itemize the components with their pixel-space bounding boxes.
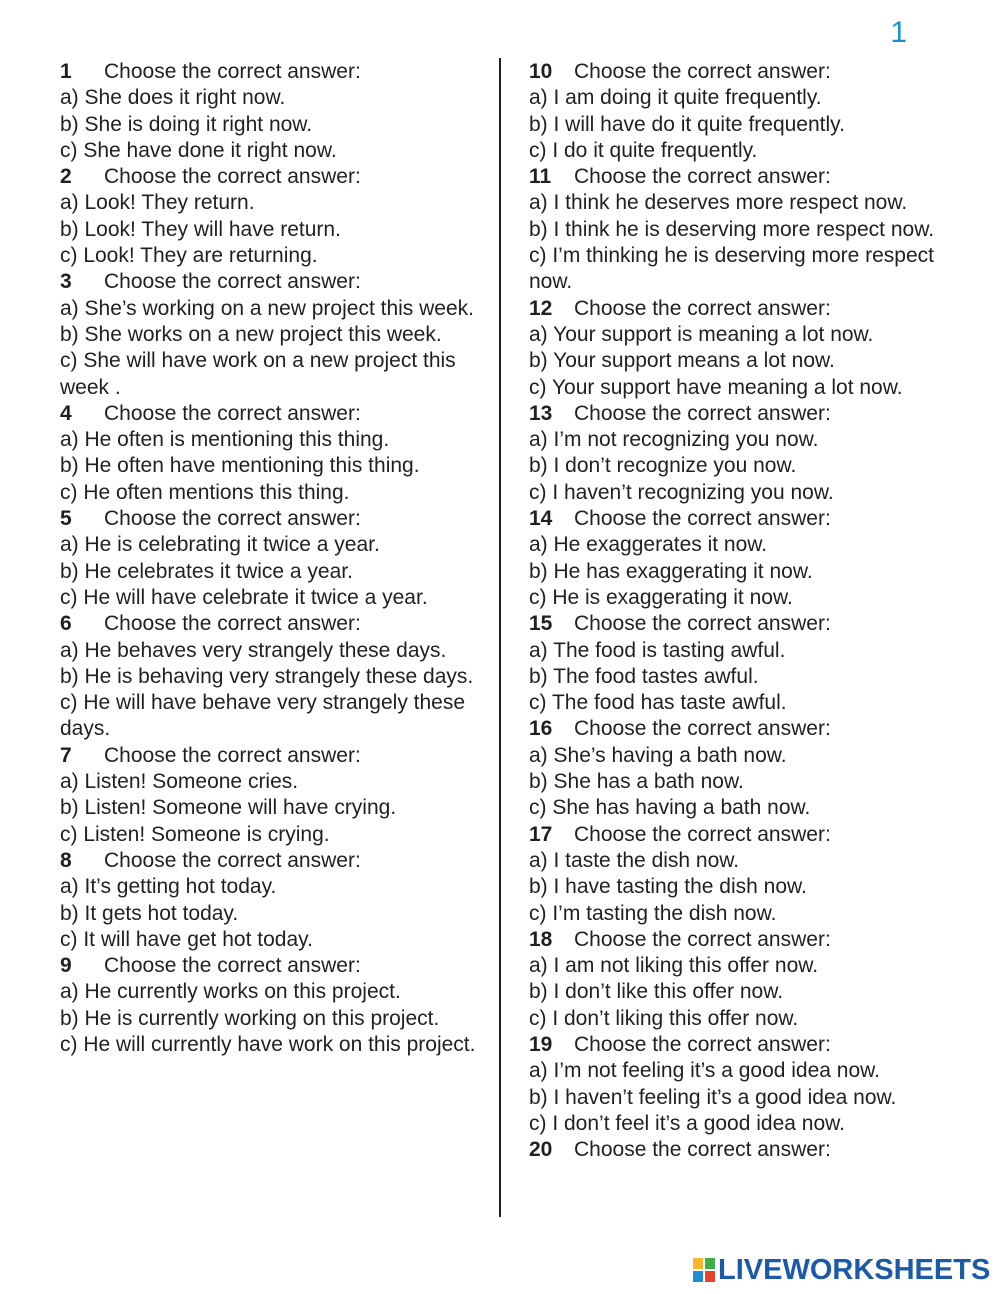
question-prompt: Choose the correct answer: [104,612,361,636]
question-number: 16 [529,717,553,741]
question-block [60,611,480,742]
answer-option[interactable]: a) I’m not feeling it’s a good idea now. [529,1059,881,1083]
question-block [529,59,959,164]
question-prompt: Choose the correct answer: [574,165,831,189]
answer-option[interactable]: c) He will have celebrate it twice a year. [60,585,428,609]
answer-option[interactable]: a) He often is mentioning this thing. [60,428,390,452]
question-prompt: Choose the correct answer: [574,822,831,846]
question-heading [529,164,959,190]
answer-option[interactable]: b) She has a bath now. [529,770,744,794]
answer-option[interactable]: c) He will currently have work on this project. [60,1032,476,1056]
answer-option[interactable]: a) The food is tasting awful. [529,638,786,662]
question-block [529,611,959,716]
answer-option[interactable]: c) I haven’t recognizing you now. [529,480,834,504]
answer-option[interactable]: c) He will have behave very strangely these days. [60,691,466,741]
liveworksheets-logo[interactable] [692,1252,990,1288]
answer-option[interactable]: a) He exaggerates it now. [529,533,768,557]
question-number: 11 [529,165,552,189]
question-block [529,296,959,401]
answer-option[interactable]: b) He has exaggerating it now. [529,559,813,583]
answer-option[interactable]: b) He celebrates it twice a year. [60,559,353,583]
question-prompt: Choose the correct answer: [104,954,361,978]
question-heading [529,59,959,85]
question-block [529,927,959,1032]
answer-option[interactable]: c) I do it quite frequently. [529,138,758,162]
question-block [60,848,480,953]
question-block [60,401,480,506]
answer-option[interactable]: c) The food has taste awful. [529,691,787,715]
answer-option[interactable]: c) Your support have meaning a lot now. [529,375,903,399]
question-number: 6 [60,612,72,636]
answer-option[interactable]: b) She is doing it right now. [60,112,313,136]
answer-option[interactable]: b) It gets hot today. [60,901,239,925]
question-block [529,164,959,295]
question-heading [529,1032,959,1058]
answer-option[interactable]: c) It will have get hot today. [60,927,313,951]
question-prompt: Choose the correct answer: [104,743,361,767]
answer-option[interactable]: b) I will have do it quite frequently. [529,112,845,136]
question-block [529,1137,959,1163]
answer-option[interactable]: a) I taste the dish now. [529,848,740,872]
question-prompt: Choose the correct answer: [574,717,831,741]
question-heading [529,927,959,953]
question-number: 9 [60,954,72,978]
answer-option[interactable]: b) I don’t like this offer now. [529,980,784,1004]
answer-option[interactable]: c) I don’t feel it’s a good idea now. [529,1111,845,1135]
question-prompt: Choose the correct answer: [104,507,361,531]
question-prompt: Choose the correct answer: [574,60,831,83]
question-heading [60,953,480,979]
question-heading [529,296,959,322]
answer-option[interactable]: b) He often have mentioning this thing. [60,454,420,478]
answer-option[interactable]: c) I don’t liking this offer now. [529,1006,799,1030]
question-number: 13 [529,401,553,425]
question-number: 14 [529,507,553,531]
question-block [60,506,480,611]
question-block [60,743,480,848]
answer-option[interactable]: a) Look! They return. [60,191,255,215]
question-number: 19 [529,1032,553,1056]
question-number: 8 [60,848,72,872]
question-prompt: Choose the correct answer: [574,296,831,320]
question-heading [529,716,959,742]
question-number: 7 [60,743,72,767]
question-block [60,59,480,164]
answer-option[interactable]: c) I’m thinking he is deserving more respect now. [529,244,934,294]
question-number: 20 [529,1138,553,1162]
question-block [60,269,480,400]
answer-option[interactable]: a) I’m not recognizing you now. [529,428,819,452]
question-prompt: Choose the correct answer: [574,612,831,636]
question-number: 1 [60,60,72,83]
answer-option[interactable]: a) I am doing it quite frequently. [529,86,822,110]
question-prompt: Choose the correct answer: [574,507,831,531]
question-heading [529,611,959,637]
column-divider [499,58,501,1217]
question-prompt: Choose the correct answer: [104,401,361,425]
answer-option[interactable]: a) He is celebrating it twice a year. [60,533,380,557]
answer-option[interactable]: b) I think he is deserving more respect now. [529,217,935,241]
answer-option[interactable]: a) He currently works on this project. [60,980,401,1004]
answer-option[interactable]: a) She does it right now. [60,86,286,110]
question-prompt: Choose the correct answer: [104,165,361,189]
answer-option[interactable]: a) He behaves very strangely these days. [60,638,447,662]
question-prompt: Choose the correct answer: [104,848,361,872]
answer-option[interactable]: c) He often mentions this thing. [60,480,350,504]
answer-option[interactable]: a) Your support is meaning a lot now. [529,322,874,346]
question-block [60,953,480,1058]
answer-option[interactable]: b) I haven’t feeling it’s a good idea now. [529,1085,897,1109]
answer-option[interactable]: a) She’s working on a new project this week. [60,296,474,320]
question-block [529,1032,959,1137]
question-number: 5 [60,507,72,531]
answer-option[interactable]: c) She will have work on a new project this week . [60,349,456,399]
answer-option[interactable]: b) She works on a new project this week. [60,322,442,346]
question-prompt: Choose the correct answer: [574,401,831,425]
answer-option[interactable]: b) Listen! Someone will have crying. [60,796,397,820]
page-number: 1 [890,16,907,49]
question-prompt: Choose the correct answer: [574,1032,831,1056]
answer-option[interactable]: c) Listen! Someone is crying. [60,822,330,846]
question-number: 4 [60,401,72,425]
question-heading [60,269,480,295]
question-prompt: Choose the correct answer: [104,270,361,294]
answer-option[interactable]: b) He is currently working on this project. [60,1006,440,1030]
question-prompt: Choose the correct answer: [104,60,361,83]
answer-option[interactable]: b) I don’t recognize you now. [529,454,797,478]
question-prompt: Choose the correct answer: [574,927,831,951]
question-block [529,401,959,506]
answer-option[interactable]: b) I have tasting the dish now. [529,875,807,899]
answer-option[interactable]: a) It’s getting hot today. [60,875,277,899]
answer-option[interactable]: b) The food tastes awful. [529,664,759,688]
logo-text: LIVEWORKSHEETS [718,1253,991,1286]
answer-option[interactable]: b) He is behaving very strangely these days. [60,664,474,688]
right-question-column [529,59,959,1163]
question-heading [529,1137,959,1163]
question-heading [529,822,959,848]
question-number: 18 [529,927,553,951]
liveworksheets-logo-icon [692,1257,716,1283]
answer-option[interactable]: a) She’s having a bath now. [529,743,787,767]
question-number: 10 [529,60,553,83]
question-heading [529,401,959,427]
answer-option[interactable]: a) I think he deserves more respect now. [529,191,908,215]
answer-option[interactable]: c) She have done it right now. [60,138,337,162]
question-heading [60,401,480,427]
question-heading [529,506,959,532]
answer-option[interactable]: c) Look! They are returning. [60,244,318,268]
answer-option[interactable]: c) He is exaggerating it now. [529,585,793,609]
answer-option[interactable]: a) I am not liking this offer now. [529,954,819,978]
question-heading [60,506,480,532]
answer-option[interactable]: c) She has having a bath now. [529,796,811,820]
question-heading [60,611,480,637]
question-block [529,716,959,821]
question-prompt: Choose the correct answer: [574,1138,831,1162]
question-heading [60,59,480,85]
question-block [529,506,959,611]
question-number: 17 [529,822,553,846]
question-block [529,822,959,927]
question-number: 2 [60,165,72,189]
left-question-column [60,59,480,1058]
question-block [60,164,480,269]
question-number: 12 [529,296,553,320]
question-heading [60,848,480,874]
question-number: 15 [529,612,553,636]
question-heading [60,743,480,769]
answer-option[interactable]: b) Look! They will have return. [60,217,341,241]
question-heading [60,164,480,190]
question-number: 3 [60,270,72,294]
answer-option[interactable]: b) Your support means a lot now. [529,349,835,373]
answer-option[interactable]: a) Listen! Someone cries. [60,770,299,794]
answer-option[interactable]: c) I’m tasting the dish now. [529,901,777,925]
